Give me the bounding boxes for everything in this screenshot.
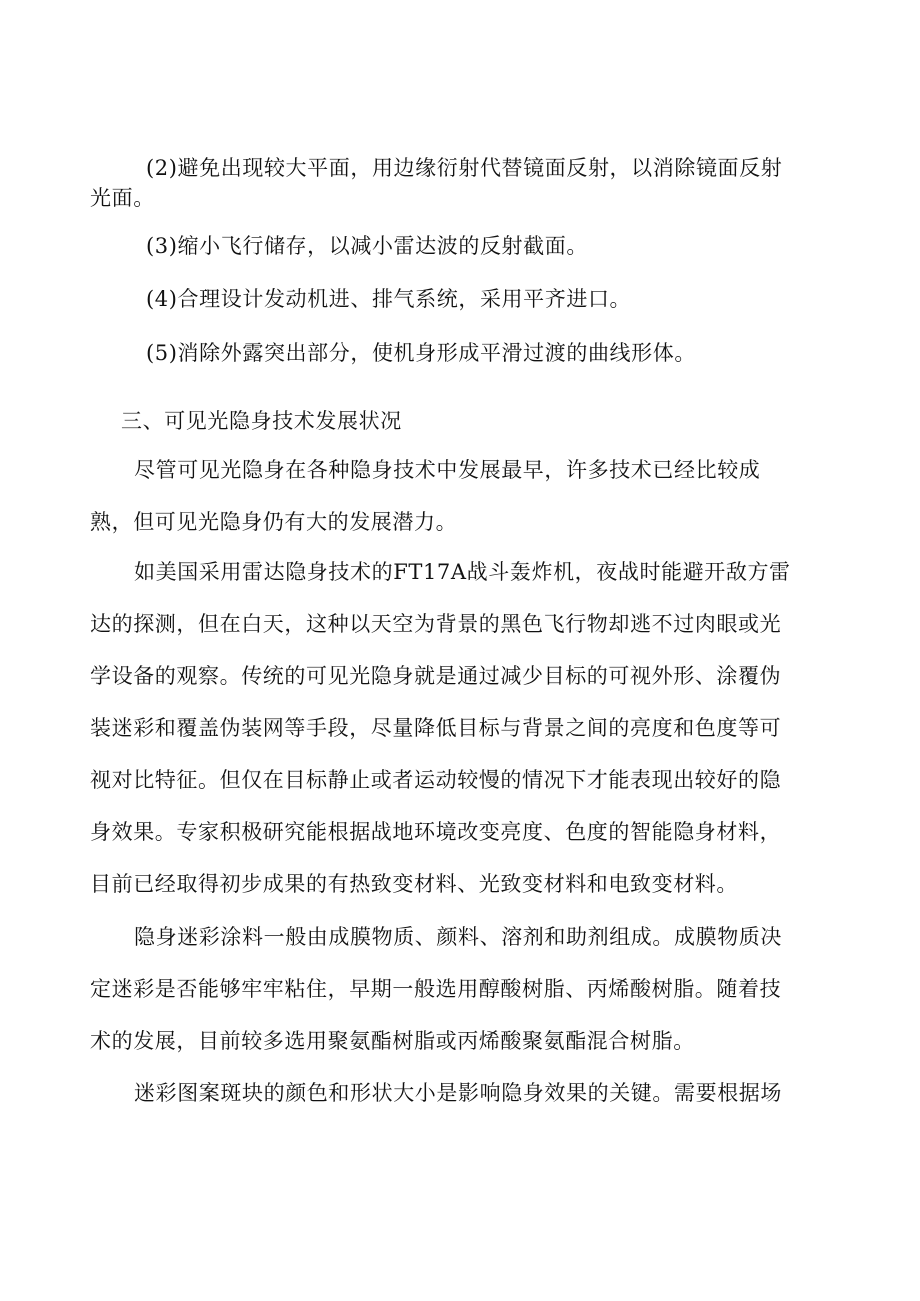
section-heading: 三、可见光隐身技术发展状况 [121, 409, 402, 433]
paragraph-1-line-1: 尽管可见光隐身在各种隐身技术中发展最早，许多技术已经比较成 [134, 458, 761, 482]
paragraph-2-line-1: 如美国采用雷达隐身技术的FT17A战斗轰炸机，夜战时能避开敌方雷 [134, 560, 791, 584]
list-item-3: (3)缩小飞行储存，以减小雷达波的反射截面。 [146, 234, 588, 258]
paragraph-2-line-5: 视对比特征。但仅在目标静止或者运动较慢的情况下才能表现出较好的隐 [90, 768, 782, 792]
paragraph-2-line-2: 达的探测，但在白天，这种以天空为背景的黑色飞行物却逃不过肉眼或光 [90, 612, 782, 636]
paragraph-4-line-1: 迷彩图案斑块的颜色和形状大小是影响隐身效果的关键。需要根据场 [134, 1081, 782, 1105]
paragraph-3-line-2: 定迷彩是否能够牢牢粘住，早期一般选用醇酸树脂、丙烯酸树脂。随着技 [90, 977, 782, 1001]
paragraph-3-line-1: 隐身迷彩涂料一般由成膜物质、颜料、溶剂和助剂组成。成膜物质决 [134, 925, 782, 949]
paragraph-1-line-2: 熟，但可见光隐身仍有大的发展潜力。 [90, 510, 458, 534]
paragraph-2-line-4: 装迷彩和覆盖伪装网等手段，尽量降低目标与背景之间的亮度和色度等可 [90, 716, 782, 740]
paragraph-2-line-3: 学设备的观察。传统的可见光隐身就是通过减少目标的可视外形、涂覆伪 [90, 664, 782, 688]
paragraph-3-line-3: 术的发展，目前较多选用聚氨酯树脂或丙烯酸聚氨酯混合树脂。 [90, 1029, 695, 1053]
list-item-5: (5)消除外露突出部分，使机身形成平滑过渡的曲线形体。 [146, 341, 696, 365]
paragraph-2-line-6: 身效果。专家积极研究能根据战地环境改变亮度、色度的智能隐身材料， [90, 820, 782, 844]
list-item-4: (4)合理设计发动机进、排气系统，采用平齐进口。 [146, 287, 632, 311]
list-item-2-line-1: (2)避免出现较大平面，用边缘衍射代替镜面反射，以消除镜面反射 [146, 156, 783, 180]
paragraph-2-line-7: 目前已经取得初步成果的有热致变材料、光致变材料和电致变材料。 [90, 872, 738, 896]
list-item-2-line-2: 光面。 [90, 186, 155, 210]
